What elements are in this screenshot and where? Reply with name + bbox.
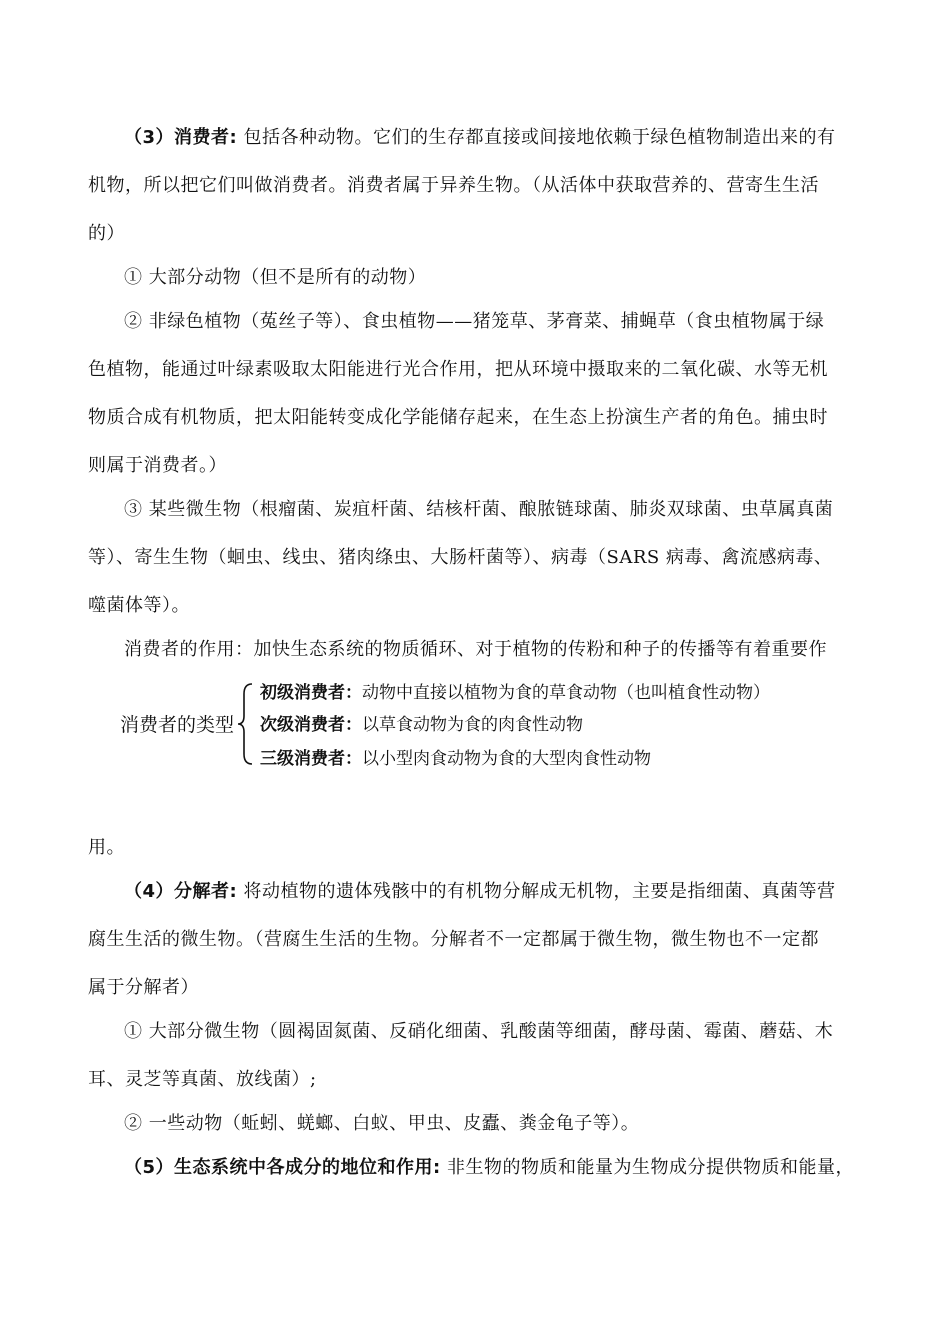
heading-consumers: （3）消费者:	[124, 127, 238, 148]
heading-ecosystem-roles: （5）生态系统中各成分的地位和作用:	[124, 1157, 441, 1178]
text-line: 耳、灵芝等真菌、放线菌）;	[88, 1069, 317, 1090]
paragraph-consumers-line	[124, 126, 899, 150]
diagram-row-primary	[260, 678, 770, 703]
list-item: ① 大部分微生物（圆褐固氮菌、反硝化细菌、乳酸菌等细菌，酵母菌、霉菌、蘑菇、木	[124, 1021, 834, 1042]
diagram-root-label: 消费者的类型	[120, 714, 235, 736]
text-line: 的）	[88, 223, 125, 244]
diagram-row-text: 动物中直接以植物为食的草食动物（也叫植食性动物）	[362, 683, 770, 703]
list-item: ② 非绿色植物（菟丝子等）、食虫植物——猪笼草、茅膏菜、捕蝇草（食虫植物属于绿	[124, 311, 825, 332]
brace-icon	[236, 682, 254, 766]
text-line: 消费者的作用：加快生态系统的物质循环、对于植物的传粉和种子的传播等有着重要作	[124, 639, 827, 660]
text-line: 色植物，能通过叶绿素吸取太阳能进行光合作用，把从环境中摄取来的二氧化碳、水等无机	[88, 359, 828, 380]
list-item: ③ 某些微生物（根瘤菌、炭疽杆菌、结核杆菌、酿脓链球菌、肺炎双球菌、虫草属真菌	[124, 499, 834, 520]
text-line: 噬菌体等）。	[88, 595, 190, 616]
text: 非生物的物质和能量为生物成分提供物质和能量，	[440, 1157, 854, 1178]
text-line: 腐生生活的微生物。（营腐生生活的生物。分解者不一定都属于微生物，微生物也不一定都	[88, 929, 819, 950]
diagram-row-tertiary	[260, 744, 651, 769]
list-item: ① 大部分动物（但不是所有的动物）	[124, 267, 427, 288]
paragraph-decomposers-line	[124, 880, 899, 904]
text-line: 则属于消费者。）	[88, 455, 227, 476]
consumer-types-diagram	[112, 676, 852, 772]
diagram-row-label: 初级消费者：	[260, 683, 362, 703]
diagram-row-text: 以草食动物为食的肉食性动物	[362, 715, 583, 735]
text-line: 用。	[88, 837, 125, 858]
text: 包括各种动物。它们的生存都直接或间接地依赖于绿色植物制造出来的有	[237, 127, 836, 148]
diagram-row-label: 三级消费者：	[260, 749, 362, 769]
text-line: 物质合成有机物质，把太阳能转变成化学能储存起来，在生态上扮演生产者的角色。捕虫时	[88, 407, 828, 428]
text-line: 属于分解者）	[88, 977, 199, 998]
paragraph-ecosystem-roles-line	[124, 1156, 899, 1180]
text-line: 等）、寄生生物（蛔虫、线虫、猪肉绦虫、大肠杆菌等）、病毒（SARS 病毒、禽流感病毒、	[88, 547, 833, 568]
diagram-row-secondary	[260, 710, 583, 735]
diagram-row-label: 次级消费者：	[260, 715, 362, 735]
list-item: ② 一些动物（蚯蚓、蜣螂、白蚁、甲虫、皮蠹、粪金龟子等）。	[124, 1113, 640, 1134]
heading-decomposers: （4）分解者:	[124, 881, 238, 902]
text: 将动植物的遗体残骸中的有机物分解成无机物，主要是指细菌、真菌等营	[237, 881, 836, 902]
text-line: 机物，所以把它们叫做消费者。消费者属于异养生物。（从活体中获取营养的、营寄生生活	[88, 175, 819, 196]
diagram-row-text: 以小型肉食动物为食的大型肉食性动物	[362, 749, 651, 769]
